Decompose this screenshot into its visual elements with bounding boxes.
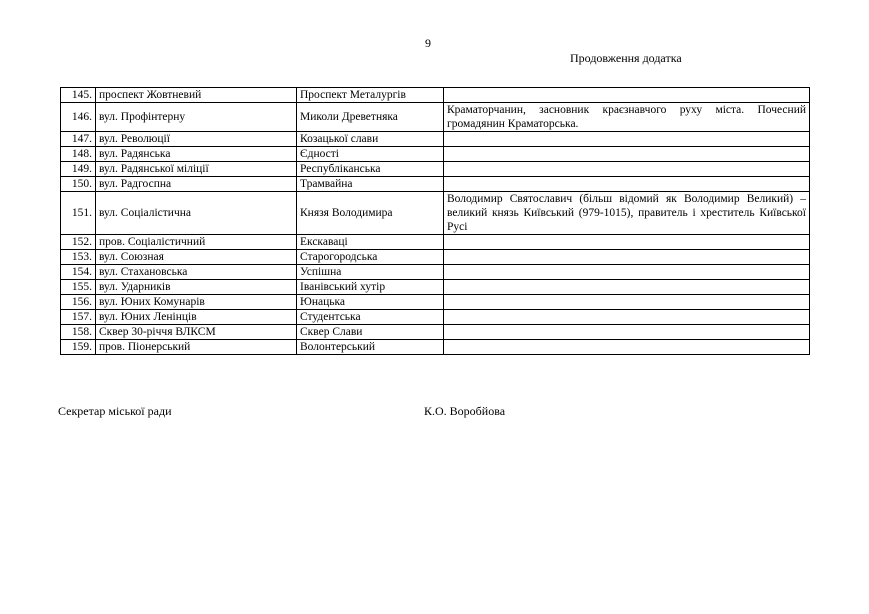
row-number-cell: 158. (61, 325, 96, 340)
table-body (61, 88, 810, 355)
table-row (61, 340, 810, 355)
note-cell (444, 340, 810, 355)
old-name-cell: вул. Радянської міліції (96, 162, 297, 177)
new-name-cell: Іванівський хутір (297, 280, 444, 295)
old-name-cell: вул. Радгоспна (96, 177, 297, 192)
table-row (61, 325, 810, 340)
note-cell (444, 235, 810, 250)
new-name-cell: Трамвайна (297, 177, 444, 192)
table-row (61, 250, 810, 265)
new-name-cell: Князя Володимира (297, 192, 444, 235)
note-cell (444, 280, 810, 295)
old-name-cell: Сквер 30-річчя ВЛКСМ (96, 325, 297, 340)
note-cell (444, 147, 810, 162)
row-number-cell: 148. (61, 147, 96, 162)
note-cell (444, 162, 810, 177)
table-row (61, 235, 810, 250)
table-row (61, 295, 810, 310)
old-name-cell: вул. Юних Комунарів (96, 295, 297, 310)
old-name-cell: пров. Піонерський (96, 340, 297, 355)
new-name-cell: Єдності (297, 147, 444, 162)
continuation-heading: Продовження додатка (570, 51, 682, 65)
table-row (61, 265, 810, 280)
signatory-title: Секретар міської ради (58, 404, 172, 418)
table-row (61, 88, 810, 103)
new-name-cell: Волонтерський (297, 340, 444, 355)
table-row (61, 280, 810, 295)
row-number-cell: 151. (61, 192, 96, 235)
table-row (61, 162, 810, 177)
new-name-cell: Екскаваці (297, 235, 444, 250)
new-name-cell: Юнацька (297, 295, 444, 310)
row-number-cell: 159. (61, 340, 96, 355)
table-row (61, 147, 810, 162)
new-name-cell: Студентська (297, 310, 444, 325)
note-cell (444, 265, 810, 280)
note-cell (444, 325, 810, 340)
note-cell (444, 177, 810, 192)
note-cell (444, 88, 810, 103)
row-number-cell: 155. (61, 280, 96, 295)
old-name-cell: вул. Юних Ленінців (96, 310, 297, 325)
new-name-cell: Успішна (297, 265, 444, 280)
new-name-cell: Республіканська (297, 162, 444, 177)
row-number-cell: 149. (61, 162, 96, 177)
row-number-cell: 147. (61, 132, 96, 147)
old-name-cell: вул. Профінтерну (96, 103, 297, 132)
row-number-cell: 150. (61, 177, 96, 192)
note-cell: Краматорчанин, засновник краєзнавчого руху міста. Почесний громадянин Краматорська. (444, 103, 810, 132)
row-number-cell: 154. (61, 265, 96, 280)
row-number-cell: 152. (61, 235, 96, 250)
note-cell (444, 250, 810, 265)
table-row (61, 192, 810, 235)
row-number-cell: 157. (61, 310, 96, 325)
table-row (61, 132, 810, 147)
signatory-name: К.О. Воробйова (424, 404, 506, 418)
new-name-cell: Проспект Металургів (297, 88, 444, 103)
row-number-cell: 146. (61, 103, 96, 132)
note-cell (444, 295, 810, 310)
street-rename-table (60, 87, 810, 355)
old-name-cell: вул. Стахановська (96, 265, 297, 280)
old-name-cell: вул. Радянська (96, 147, 297, 162)
new-name-cell: Старогородська (297, 250, 444, 265)
old-name-cell: пров. Соціалістичний (96, 235, 297, 250)
row-number-cell: 145. (61, 88, 96, 103)
note-cell (444, 310, 810, 325)
page-number: 9 (425, 36, 431, 50)
new-name-cell: Козацької слави (297, 132, 444, 147)
old-name-cell: вул. Соціалістична (96, 192, 297, 235)
table-row (61, 103, 810, 132)
old-name-cell: вул. Революції (96, 132, 297, 147)
old-name-cell: вул. Союзная (96, 250, 297, 265)
row-number-cell: 153. (61, 250, 96, 265)
old-name-cell: вул. Ударників (96, 280, 297, 295)
note-cell: Володимир Святославич (більш відомий як Володимир Великий) – великий князь Київський (979-1015), правитель і хреститель Київської Русі (444, 192, 810, 235)
table-row (61, 177, 810, 192)
note-cell (444, 132, 810, 147)
new-name-cell: Миколи Древетняка (297, 103, 444, 132)
table-row (61, 310, 810, 325)
row-number-cell: 156. (61, 295, 96, 310)
new-name-cell: Сквер Слави (297, 325, 444, 340)
old-name-cell: проспект Жовтневий (96, 88, 297, 103)
